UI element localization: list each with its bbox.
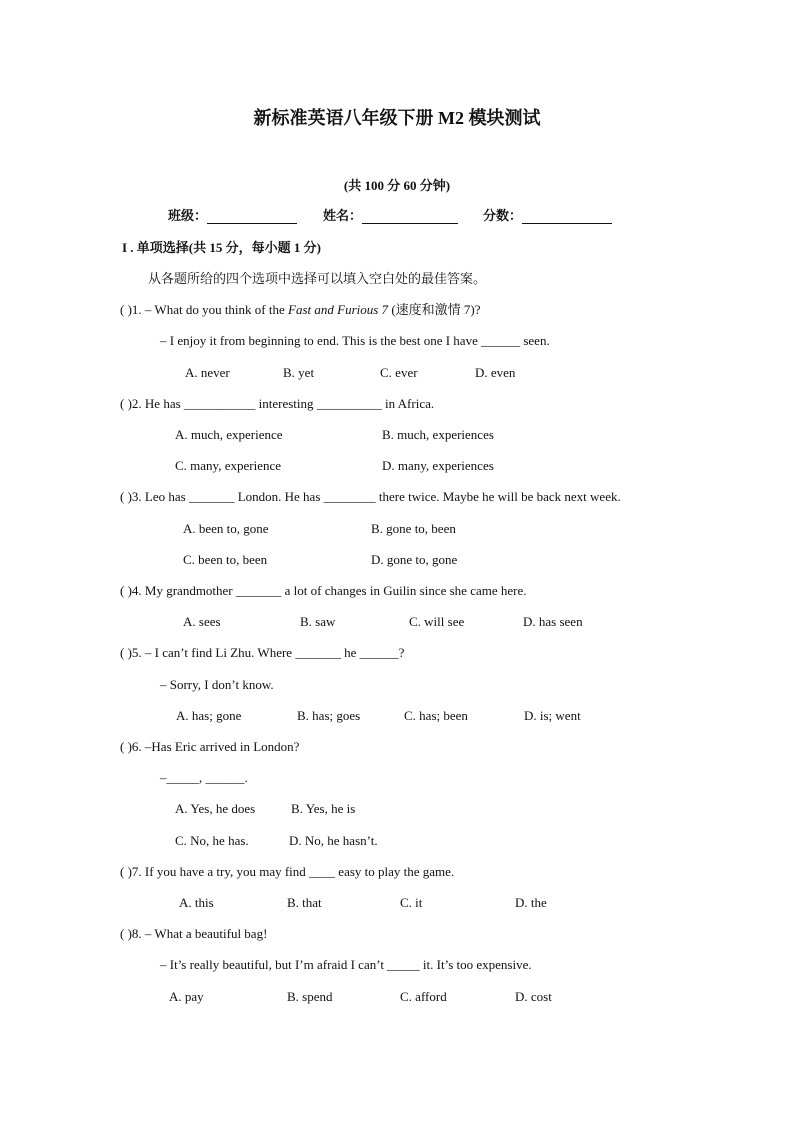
name-field xyxy=(323,208,458,224)
question-8-dialog: – It’s really beautiful, but I’m afraid I can’t _____ it. It’s too expensive. xyxy=(160,957,532,972)
class-blank[interactable] xyxy=(207,209,297,224)
q1-option-d[interactable]: D. even xyxy=(475,365,516,380)
q1-option-b[interactable]: B. yet xyxy=(283,365,315,380)
question-5-stem: ( )5. – I can’t find Li Zhu. Where _______ he ______? xyxy=(120,645,405,660)
question-5-dialog: – Sorry, I don’t know. xyxy=(160,677,274,692)
q4-option-c[interactable]: C. will see xyxy=(409,614,465,629)
question-7-stem: ( )7. If you have a try, you may find ____ easy to play the game. xyxy=(120,864,455,879)
question-2-stem: ( )2. He has ___________ interesting __________ in Africa. xyxy=(120,396,435,411)
q6-option-a[interactable]: A. Yes, he does xyxy=(175,801,256,816)
q2-option-c[interactable]: C. many, experience xyxy=(175,458,281,473)
name-blank[interactable] xyxy=(362,209,458,224)
q7-option-b[interactable]: B. that xyxy=(287,895,322,910)
name-label: 姓名： xyxy=(323,208,363,223)
section-instruction: 从各题所给的四个选项中选择可以填入空白处的最佳答案。 xyxy=(148,271,487,286)
exam-info: (共 100 分 60 分钟) xyxy=(343,178,451,193)
q7-option-d[interactable]: D. the xyxy=(515,895,547,910)
q5-option-a[interactable]: A. has; gone xyxy=(176,708,242,723)
q3-option-d[interactable]: D. gone to, gone xyxy=(371,552,458,567)
score-label: 分数： xyxy=(483,208,523,223)
q5-option-c[interactable]: C. has; been xyxy=(404,708,468,723)
q8-option-d[interactable]: D. cost xyxy=(515,989,552,1004)
q2-option-b[interactable]: B. much, experiences xyxy=(382,427,494,442)
q6-option-b[interactable]: B. Yes, he is xyxy=(291,801,356,816)
q4-option-a[interactable]: A. sees xyxy=(183,614,221,629)
q2-option-a[interactable]: A. much, experience xyxy=(175,427,283,442)
score-blank[interactable] xyxy=(522,209,612,224)
class-field xyxy=(168,208,297,224)
q6-option-d[interactable]: D. No, he hasn’t. xyxy=(289,833,378,848)
q3-option-b[interactable]: B. gone to, been xyxy=(371,521,456,536)
question-3-stem: ( )3. Leo has _______ London. He has ________ there twice. Maybe he will be back next week. xyxy=(120,489,621,504)
question-6-dialog: –_____, ______. xyxy=(160,770,248,785)
q4-option-d[interactable]: D. has seen xyxy=(523,614,583,629)
question-1-dialog: – I enjoy it from beginning to end. This is the best one I have ______ seen. xyxy=(160,333,550,348)
q7-option-c[interactable]: C. it xyxy=(400,895,423,910)
q3-option-a[interactable]: A. been to, gone xyxy=(183,521,269,536)
q8-option-b[interactable]: B. spend xyxy=(287,989,333,1004)
question-8-stem: ( )8. – What a beautiful bag! xyxy=(120,926,268,941)
q2-option-d[interactable]: D. many, experiences xyxy=(382,458,494,473)
q4-option-b[interactable]: B. saw xyxy=(300,614,336,629)
question-4-stem: ( )4. My grandmother _______ a lot of changes in Guilin since she came here. xyxy=(120,583,527,598)
q5-option-d[interactable]: D. is; went xyxy=(524,708,581,723)
q8-option-c[interactable]: C. afford xyxy=(400,989,447,1004)
score-field xyxy=(483,208,612,224)
question-1-stem: ( )1. – What do you think of the Fast and Furious 7 (速度和激情 7)? xyxy=(120,302,481,317)
page-title: 新标准英语八年级下册 M2 模块测试 xyxy=(253,108,541,128)
q3-option-c[interactable]: C. been to, been xyxy=(183,552,268,567)
q7-option-a[interactable]: A. this xyxy=(179,895,214,910)
class-label: 班级： xyxy=(168,208,208,223)
question-6-stem: ( )6. –Has Eric arrived in London? xyxy=(120,739,300,754)
q1-option-c[interactable]: C. ever xyxy=(380,365,418,380)
section-heading: I . 单项选择(共 15 分，每小题 1 分) xyxy=(122,240,321,255)
q5-option-b[interactable]: B. has; goes xyxy=(297,708,361,723)
q1-option-a[interactable]: A. never xyxy=(185,365,230,380)
q6-option-c[interactable]: C. No, he has. xyxy=(175,833,249,848)
q8-option-a[interactable]: A. pay xyxy=(169,989,204,1004)
